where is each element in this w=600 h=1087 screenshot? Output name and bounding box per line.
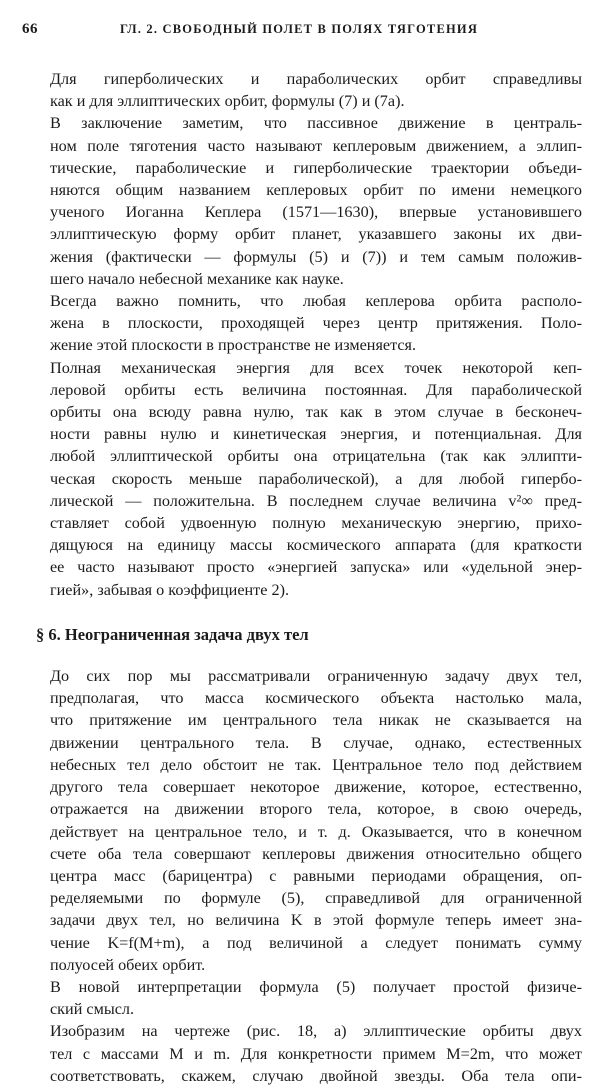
text-line: ский смысл. (50, 1000, 135, 1019)
paragraph (22, 1020, 582, 1087)
text-line: жения (фактически — формулы (5) и (7)) и тем самым положив- (50, 247, 582, 266)
text-line: что притяжение им центрального тела никак не сказывается на (50, 711, 582, 730)
text-line: отражается на движении второго тела, которое, в свою очередь, (50, 800, 582, 819)
text-line: Полная механическая энергия для всех точек некоторой кеп- (50, 358, 582, 377)
page-body (22, 68, 582, 1087)
page-number: 66 (22, 21, 38, 37)
paragraph (22, 68, 582, 112)
text-line: небесных тел дело обстоит не так. Центральное тело под действием (50, 755, 582, 774)
text-line: ческая скорость меньше параболической), а для любой гипербо- (50, 469, 582, 488)
text-line: ее часто называют просто «энергией запуска» или «удельной энер- (50, 558, 582, 577)
text-line: счете оба тела совершают кеплеровы движения относительно общего (50, 844, 582, 863)
text-line: ученого Иоганна Кеплера (1571—1630), впервые установившего (50, 203, 582, 222)
text-line: предполагая, что масса космического объекта настолько мала, (50, 689, 582, 708)
text-line: другого тела совершает некоторое движение, которое, естественно, (50, 778, 582, 797)
paragraph (22, 665, 582, 976)
text-line: До сих пор мы рассматривали ограниченную задачу двух тел, (50, 667, 582, 686)
text-line: дящуюся на единицу массы космического аппарата (для краткости (50, 536, 582, 555)
text-line: полуосей обеих орбит. (50, 955, 206, 974)
text-line: жение этой плоскости в пространстве не изменяется. (50, 336, 417, 355)
paragraph (22, 976, 582, 1020)
text-line: ном поле тяготения часто называют кеплеровым движением, а эллип- (50, 136, 582, 155)
text-line: задачи двух тел, но величина K в этой формуле теперь имеет зна- (50, 911, 582, 930)
text-line: гией», забывая о коэффициенте 2). (50, 580, 290, 599)
text-line: ставляет собой удвоенную полную механическую энергию, прихо- (50, 514, 582, 533)
running-head (22, 21, 578, 43)
text-line: центра масс (барицентра) с равными периодами обращения, оп- (50, 866, 582, 885)
paragraph (22, 290, 582, 357)
text-line: ности равны нулю и кинетическая энергия, и потенциальная. Для (50, 425, 582, 444)
text-line: леровой орбиты есть величина постоянная. Для параболической (50, 380, 582, 399)
text-line: тел с массами M и m. Для конкретности примем M=2m, что может (50, 1044, 582, 1063)
paragraph (22, 112, 582, 290)
text-line: Изобразим на чертеже (рис. 18, а) эллиптические орбиты двух (50, 1022, 582, 1041)
text-line: лической — положительна. В последнем случае величина v²∞ пред- (50, 491, 582, 510)
chapter-title: ГЛ. 2. СВОБОДНЫЙ ПОЛЕТ В ПОЛЯХ ТЯГОТЕНИЯ (120, 22, 479, 36)
paragraph (22, 357, 582, 601)
section-title: § 6. Неограниченная задача двух тел (36, 624, 309, 644)
text-line: чение K=f(M+m), а под величиной a следует понимать сумму (50, 933, 582, 952)
text-line: В новой интерпретации формула (5) получает простой физиче- (50, 977, 582, 996)
text-line: любой эллиптической орбиты она отрицательна (так как эллипти- (50, 447, 582, 466)
text-line: соответствовать, скажем, случаю двойной звезды. Оба тела опи- (50, 1066, 582, 1085)
text-line: Всегда важно помнить, что любая кеплерова орбита располо- (50, 292, 582, 311)
text-line: действует на центральное тело, и т. д. Оказывается, что в конечном (50, 822, 582, 841)
text-line: тические, параболические и гиперболические траектории объеди- (50, 158, 582, 177)
text-line: как и для эллиптических орбит, формулы (7) и (7а). (50, 92, 405, 111)
text-line: няются общим названием кеплеровых орбит по имени немецкого (50, 181, 582, 200)
text-line: Для гиперболических и параболических орбит справедливы (50, 70, 582, 88)
text-line: шего начало небесной механике как науке. (50, 269, 344, 288)
text-line: движении центрального тела. В случае, однако, естественных (50, 733, 582, 752)
text-line: жена в плоскости, проходящей через центр притяжения. Поло- (50, 314, 582, 333)
text-line: орбиты она всюду равна нулю, так как в этом случае в бесконеч- (50, 403, 582, 422)
text-line: ределяемыми по формуле (5), справедливой для ограниченной (50, 889, 582, 908)
text-line: эллиптическую форму орбит планет, указавшего законы их дви- (50, 225, 582, 244)
text-line: В заключение заметим, что пассивное движение в централь- (50, 114, 582, 133)
